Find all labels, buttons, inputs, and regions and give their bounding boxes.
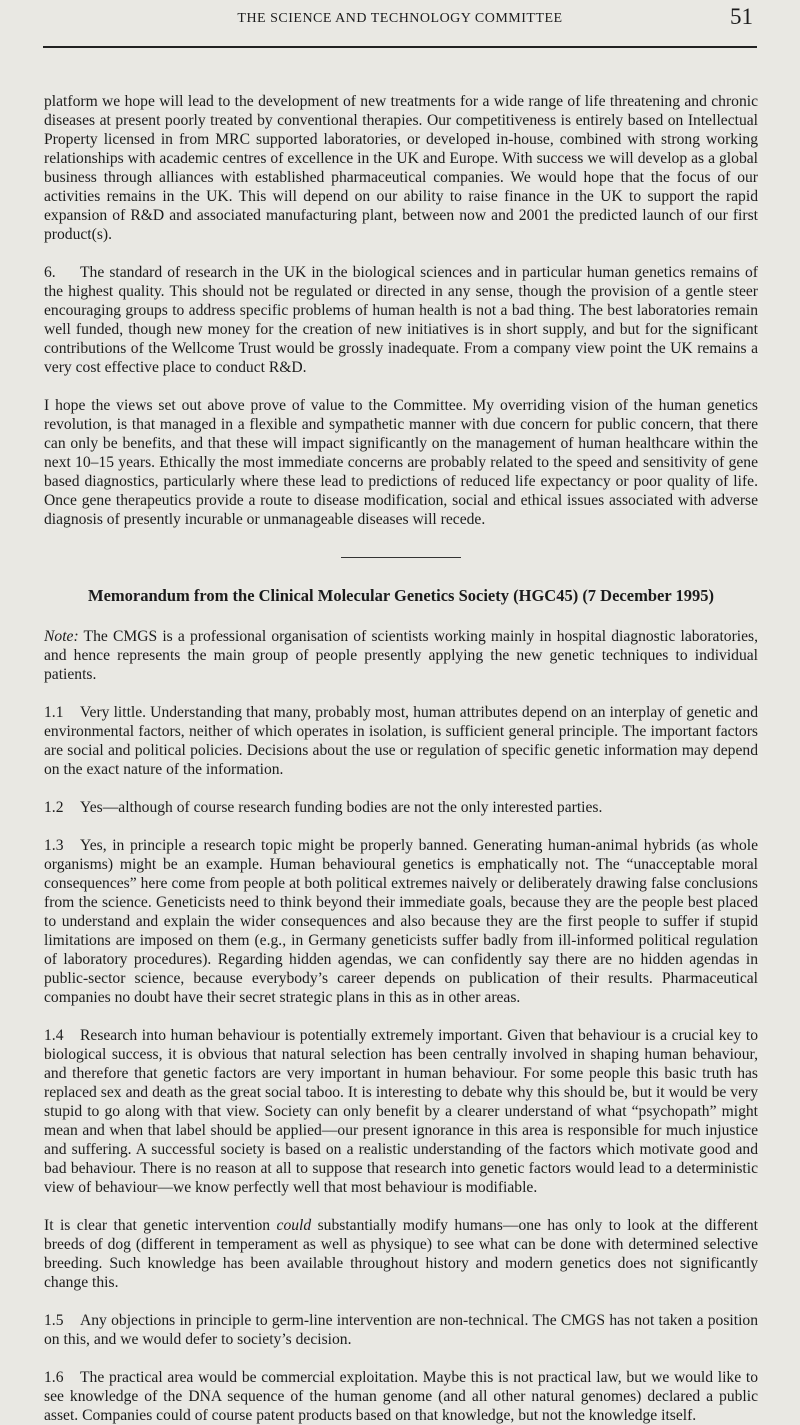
section-number: 1.6	[44, 1369, 64, 1386]
paragraph-number: 6.	[44, 264, 56, 281]
section-number: 1.4	[44, 1027, 64, 1044]
closing-paragraph: I hope the views set out above prove of value to the Committee. My overriding vision of the human genetics revolution, is that managed in a flexible and sympathetic manner with due concern for public concern, that there can only be benefits, and that these will impact significantly on the management of human healthcare within the next 10–15 years. Ethically the most immediate concerns are probably related to the speed and sensitivity of gene based diagnostics, particularly where these lead to predictions of reduced life expectancy or poor quality of life. Once gene therapeutics provide a route to disease modification, social and ethical issues associated with adverse diagnosis of presently incurable or unmanageable diseases will recede.	[44, 397, 758, 528]
section-number: 1.5	[44, 1312, 64, 1329]
section-1-3	[44, 836, 758, 1007]
section-divider	[341, 557, 461, 558]
intervention-text-after: substantially modify humans—one has only to look at the different breeds of dog (different in temperament as well as physique) to see what can be done with determined selective breeding. Such knowledge has been available throughout history and modern genetics does not significantly change this.	[44, 1217, 758, 1291]
page-number: 51	[730, 4, 753, 29]
section-1-1	[44, 703, 758, 779]
paragraph-6	[44, 263, 758, 377]
section-number: 1.3	[44, 837, 64, 854]
section-text: Yes, in principle a research topic might be properly banned. Generating human-animal hybrids (as whole organisms) might be an example. Human behavioural genetics is emphatically not. The “unacceptable moral consequences” here come from people at both political extremes naively or deliberately drawing false conclusions from the science. Geneticists need to think beyond their immediate goals, because they are the people best placed to understand and explain the wider consequences and also because they are the first people to suffer if stupid limitations are imposed on them (e.g., in Germany geneticists suffer badly from ill-informed political regulation of laboratory procedures). Regarding hidden agendas, we can confidently say there are no hidden agendas in public-sector science, because everybody’s career depends on publication of their results. Pharmaceutical companies no doubt have their secret strategic plans in this as in other areas.	[44, 837, 758, 1006]
paragraph-text: The standard of research in the UK in the biological sciences and in particular human genetics remains of the highest quality. This should not be regulated or directed in any sense, though the provision of a gentle steer encouraging groups to address specific problems of human health is not a bad thing. The best laboratories remain well funded, though new money for the creation of new initiatives is in short supply, and but for the significant contributions of the Wellcome Trust would be grossly inadequate. From a company view point the UK remains a very cost effective place to conduct R&D.	[44, 264, 758, 376]
intervention-emphasis: could	[276, 1217, 312, 1234]
section-number: 1.1	[44, 704, 64, 721]
section-1-5	[44, 1311, 758, 1349]
memorandum-title: Memorandum from the Clinical Molecular Genetics Society (HGC45) (7 December 1995)	[88, 586, 714, 605]
section-1-2	[44, 798, 758, 817]
memorandum-note	[44, 627, 758, 684]
page-header	[43, 0, 757, 48]
section-1-6	[44, 1368, 758, 1425]
section-number: 1.2	[44, 799, 64, 816]
paragraph-continued: platform we hope will lead to the development of new treatments for a wide range of life threatening and chronic diseases at present poorly treated by conventional therapies. Our competitiveness is entirely based on Intellectual Property licensed in from MRC supported laboratories, or developed in-house, combined with strong working relationships with academic centres of excellence in the UK and Europe. With success we will develop as a global business through alliances with established pharmaceutical companies. We would hope that the focus of our activities remains in the UK. This will depend on our ability to raise finance in the UK to support the rapid expansion of R&D and associated manufacturing plant, between now and 2001 the predicted launch of our first product(s).	[44, 93, 758, 243]
note-label: Note:	[44, 628, 79, 645]
section-text: Yes—although of course research funding bodies are not the only interested parties.	[80, 799, 603, 816]
document-body	[38, 92, 762, 1425]
section-1-4	[44, 1026, 758, 1197]
section-text: Very little. Understanding that many, probably most, human attributes depend on an interplay of genetic and environmental factors, neither of which operates in isolation, is sufficient general principle. The important factors are social and political policies. Decisions about the use or regulation of specific genetic information may depend on the exact nature of the information.	[44, 704, 758, 778]
section-text: The practical area would be commercial exploitation. Maybe this is not practical law, but we would like to see knowledge of the DNA sequence of the human genome (and all other natural genomes) declared a public asset. Companies could of course patent products based on that knowledge, but not the knowledge itself.	[44, 1369, 758, 1424]
section-text: Any objections in principle to germ-line intervention are non-technical. The CMGS has not taken a position on this, and we would defer to society’s decision.	[44, 1312, 758, 1348]
running-title: THE SCIENCE AND TECHNOLOGY COMMITTEE	[237, 11, 563, 26]
intervention-paragraph	[44, 1216, 758, 1292]
intervention-text-before: It is clear that genetic intervention	[44, 1217, 277, 1234]
note-text: The CMGS is a professional organisation of scientists working mainly in hospital diagnostic laboratories, and hence represents the main group of people presently applying the new genetic techniques to individual patients.	[44, 628, 758, 683]
section-text: Research into human behaviour is potentially extremely important. Given that behaviour is a crucial key to biological success, it is obvious that natural selection has been centrally involved in shaping human behaviour, and therefore that genetic factors are very important in human behaviour. For some people this basic truth has replaced sex and death as the great social taboo. It is interesting to debate why this should be, but it would be very stupid to go along with that view. Society can only benefit by a clearer understand of what “psychopath” might mean and when that label should be applied—our present ignorance in this area is responsible for much injustice and suffering. A successful society is based on a realistic understanding of the factors which motivate good and bad behaviour. There is no reason at all to suppose that research into genetic factors would lead to a deterministic view of behaviour—we know perfectly well that most behaviour is modifiable.	[44, 1027, 758, 1196]
